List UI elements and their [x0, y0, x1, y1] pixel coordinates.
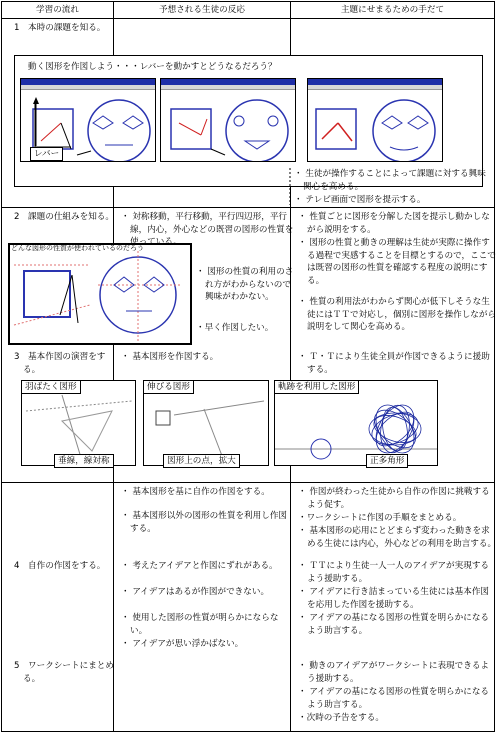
row2-reaction-3: ・早く作図したい。 [196, 323, 274, 333]
row4-measure-3: ・ 基本図形の応用にとどまらず変わった動きを求める生徒には内心，外心などの利用を助言する。 [298, 526, 497, 549]
row4-reaction-1: ・ 基本図形を基に自作の作図をする。 [121, 487, 270, 497]
row5-measure-2: ・ アイデアの基になる図形の性質を明らかになるよう助言する。 [298, 687, 490, 710]
step-4-text: 4 自作の作図をする。 [14, 561, 106, 571]
row2-reaction-1: ・ 対称移動，平行移動，平行四辺形，平行線，内心，外心などの既習の図形の性質を [121, 212, 294, 235]
row4-reaction-3: ・ 考えたアイデアと作図にずれがある。 [121, 561, 278, 571]
panel-3-title: 軌跡を利用した図形 [274, 380, 359, 394]
row2-app-screenshot [8, 243, 192, 345]
row2-measure-3: ・ 性質の利用法がわからず関心が低下しそうな生徒にはＴＴで対応し，個別に図形を操作しながら説明をして関心を高める。 [298, 297, 497, 333]
row4-measure-1: ・ 作図が終わった生徒から自作の作図に挑戦するよう促す。 [298, 487, 490, 510]
lever-label: レバー [30, 147, 63, 161]
banner-title: 動く図形を作図しよう・・・レバーを動かすとどうなるだろう？ [28, 62, 277, 72]
row1-note-1: ・ 生徒が操作することによって課題に対する興味関心を高める。 [294, 169, 486, 192]
step-2-text: 2 課題の仕組みを知る。 [14, 212, 114, 222]
step-3-text: 3 基本作図の演習をする。 [14, 352, 106, 375]
row4-reaction-2: ・ 基本図形以外の図形の性質を利用し作図する。 [121, 511, 288, 534]
panel-3-caption: 正多角形 [366, 454, 408, 468]
row4-measure-4: ・ ＴＴにより生徒一人一人のアイデアが実現するよう援助する。 [298, 561, 490, 584]
row4-measure-5: ・ アイデアに行き詰まっている生徒には基本作図を応用した作図を援助する。 [298, 587, 490, 610]
step-1-text: 1 本時の課題を知る。 [14, 23, 106, 33]
panel-1-title: 羽ばたく図形 [21, 380, 81, 394]
row4-measure-6: ・ アイデアの基になる図形の性質を明らかになるよう助言する。 [298, 613, 490, 636]
row5-measure-3: ・次時の予告をする。 [298, 713, 384, 723]
construction-drawing [10, 245, 192, 345]
step-5-text: 5 ワークシートにまとめる。 [14, 661, 114, 684]
row2-screenshot-title: どんな図形の性質が使われているのだろう [11, 244, 144, 252]
panel-2-caption: 図形上の点，拡大 [163, 454, 240, 468]
row2-reaction-2: ・ 図形の性質の利用のされ方がわからないので興味がわかない。 [196, 267, 294, 303]
header-expected-reactions: 予想される生徒の反応 [159, 5, 245, 15]
row1-note-2: ・ テレビ画面で図形を提示する。 [294, 195, 426, 205]
row2-measure-1: ・ 性質ごとに図形を分解した図を提示し動かしながら説明をする。 [298, 212, 490, 235]
row4-reaction-4: ・ アイデアはあるが作図ができない。 [121, 587, 270, 597]
panel-2-title: 伸びる図形 [143, 380, 194, 394]
row4-measure-2: ・ワークシートに作図の手順をまとめる。 [298, 513, 462, 523]
row5-measure-1: ・ 動きのアイデアがワークシートに表現できるよう援助する。 [298, 661, 490, 684]
row4-reaction-6: ・ アイデアが思い浮かばない。 [121, 639, 244, 649]
header-teaching-measures: 主題にせまるための手だて [340, 5, 445, 15]
panel-1-caption: 垂線，線対称 [54, 454, 114, 468]
row2-measure-2: ・ 図形の性質と動きの理解は生徒が実際に操作する過程で実感することを目標とするので，ここでは既習の図形の性質を確認する程度の説明にする。 [298, 238, 496, 286]
row4-reaction-5: ・ 使用した図形の性質が明らかにならない。 [121, 613, 279, 636]
row3-measure-1: ・ Ｔ・Ｔにより生徒全員が作図できるように援助する。 [298, 352, 490, 375]
row3-reaction-1: ・ 基本図形を作図する。 [121, 352, 219, 362]
header-learning-flow: 学習の流れ [36, 5, 79, 15]
